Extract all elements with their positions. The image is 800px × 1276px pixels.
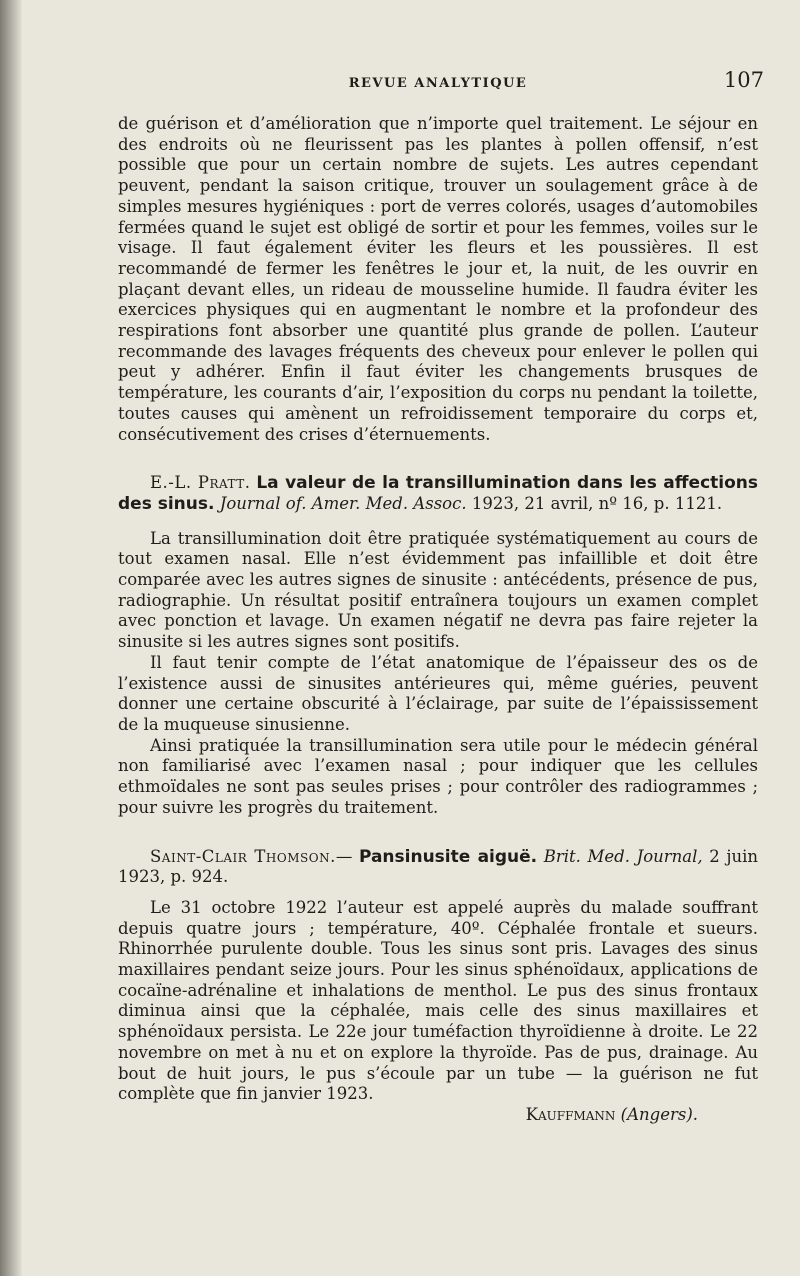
book-binding-edge [0, 0, 22, 1276]
running-title: REVUE ANALYTIQUE [348, 76, 528, 91]
article-citation: 2 juin 1923, p. 924. [118, 846, 759, 887]
article-title: La valeur de la transillumination dans les affections des sinus. [118, 473, 759, 514]
article-journal: Journal of. Amer. Med. Assoc. [219, 493, 467, 513]
reviewer-signature [118, 1105, 758, 1126]
article-paragraph: La transillumination doit être pratiquée systématiquement au cours de tout examen nasal. Elle n’est évidemment pas infaillible et doit être comparée avec les autres signes de sinusite : antécédents, présence de pus, radiographie. Un résultat positif entraînera toujours un examen complet avec ponction et lavage. Un examen négatif ne devra pas faire rejeter la sinusite si les autres signes sont positifs. [118, 528, 758, 652]
article-separator: — [335, 846, 353, 866]
article-header-pratt [118, 473, 758, 514]
reviewer-place: (Angers). [620, 1104, 698, 1124]
article-title: Pansinusite aiguë. [358, 846, 538, 867]
header-gap [118, 888, 758, 898]
article-journal: Brit. Med. Journal, [543, 846, 703, 866]
article-paragraph: Il faut tenir compte de l’état anatomique de l’épaisseur des os de l’existence aussi de sinusites antérieures qui, même guéries, peuvent donner une certaine obscurité à l’éclairage, par suite de l’épaississement de la muqueuse sinusienne. [118, 652, 758, 734]
article-citation: 1923, 21 avril, nº 16, p. 1121. [471, 493, 723, 513]
section-gap [118, 819, 758, 847]
continuation-paragraph: de guérison et d’amélioration que n’importe quel traitement. Le séjour en des endroits où ne fleurissent pas les plantes à pollen offensif, n’est possible que pour un certain nombre de sujets. Les autres cependant peuvent, pendant la saison critique, trouver un soulagement grâce à de simples mesures hygiéniques : port de verres colorés, usages d’automobiles fermées quand le sujet est obligé de sortir et pour les femmes, voiles sur le visage. Il faut également éviter les fleurs et les poussières. Il est recommandé de fermer les fenêtres le jour et, la nuit, de les ouvrir en plaçant devant elles, un rideau de mousseline humide. Il faudra éviter les exercices physiques qui en augmentant le nombre et la profondeur des respirations font absorber une quantité plus grande de pollen. L’auteur recommande des lavages fréquents des cheveux pour enlever le pollen qui peut y adhérer. Enfin il faut éviter les changements brusques de température, les courants d’air, l’exposition du corps nu pendant la toilette, toutes causes qui amènent un refroidissement temporaire du corps et, consécutivement des crises d’éternuements. [118, 114, 758, 444]
reviewer-name: Kauffmann [525, 1104, 616, 1124]
header-gap [118, 515, 758, 529]
section-gap [118, 445, 758, 473]
article-paragraph: Ainsi pratiquée la transillumination sera utile pour le médecin général non familiarisé avec l’examen nasal ; pour indiquer que les cellules ethmoïdales ne sont pas seules prises ; pour contrôler des radiogrammes ; pour suivre les progrès du traitement. [118, 735, 758, 817]
page-number: 107 [723, 68, 764, 92]
body-text [118, 114, 758, 1126]
running-head [118, 66, 764, 96]
article-header-thomson [118, 847, 758, 888]
article-author: E.-L. Pratt. [150, 473, 251, 493]
article-author: Saint-Clair Thomson. [150, 846, 336, 866]
article-paragraph: Le 31 octobre 1922 l’auteur est appelé auprès du malade souffrant depuis quatre jours ; température, 40º. Céphalée frontale et sueurs. Rhinorrhée purulente double. Tous les sinus sont pris. Lavages des sinus maxillaires pendant seize jours. Pour les sinus sphénoïdaux, applications de cocaïne-adrénaline et inhalations de menthol. Le pus des sinus frontaux diminua ainsi que la céphalée, mais celle des sinus maxillaires et sphénoïdaux persista. Le 22e jour tuméfaction thyroïdienne à droite. Le 22 novembre on met à nu et on explore la thyroïde. Pas de pus, drainage. Au bout de huit jours, le pus s’écoule par un tube — la guérison ne fut complète que fin janvier 1923. [118, 897, 758, 1104]
